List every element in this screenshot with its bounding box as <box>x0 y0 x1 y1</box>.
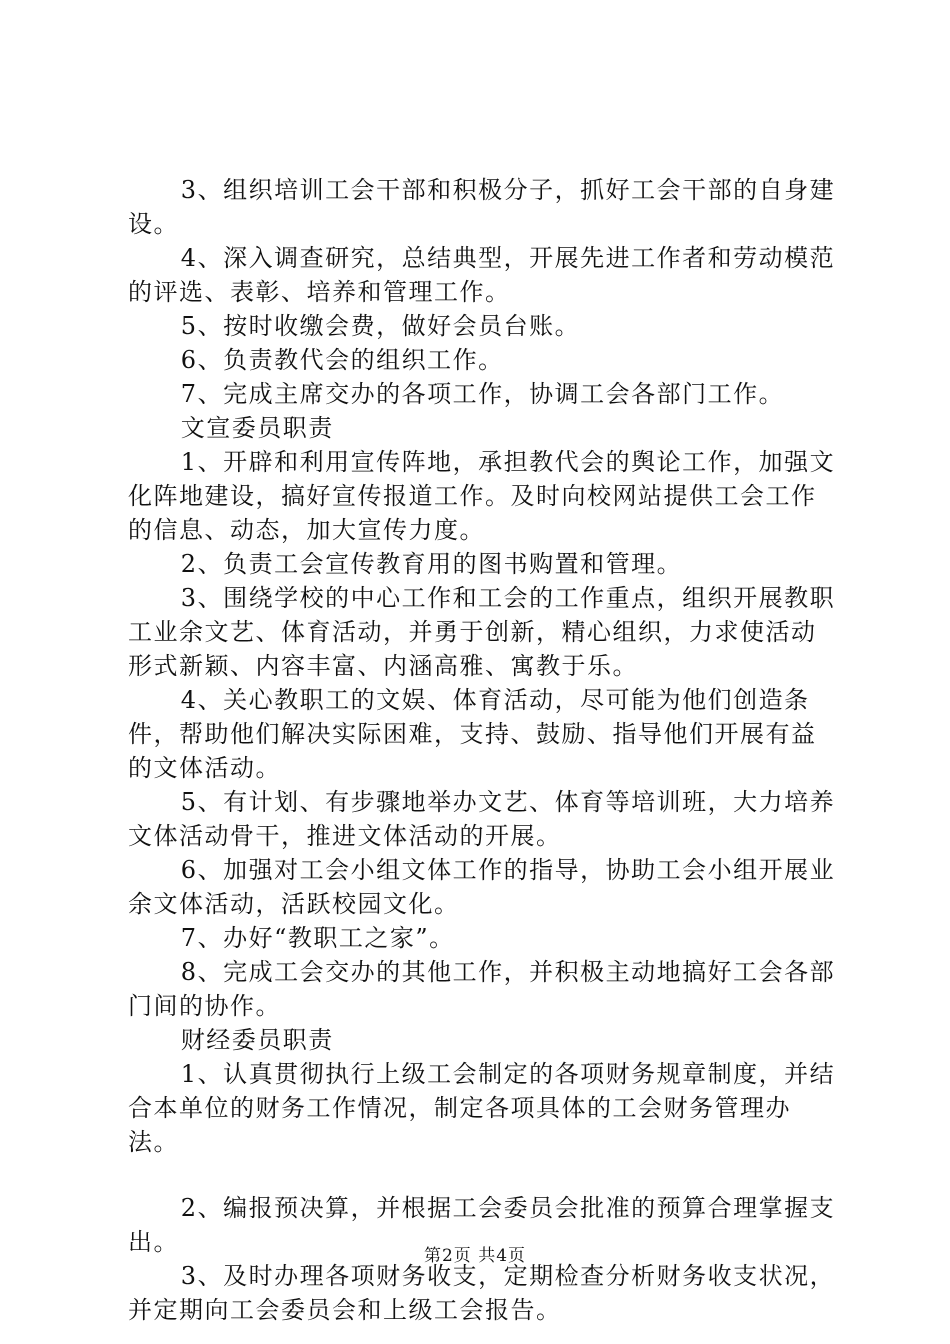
duty-paragraph: 3、组织培训工会干部和积极分子，抓好工会干部的自身建设。 <box>128 176 836 238</box>
duty-paragraph: 4、深入调查研究，总结典型，开展先进工作者和劳动模范的评选、表彰、培养和管理工作。 <box>128 244 836 306</box>
duty-paragraph: 7、完成主席交办的各项工作，协调工会各部门工作。 <box>180 380 785 408</box>
duty-paragraph: 3、及时办理各项财务收支，定期检查分析财务收支状况，并定期向工会委员会和上级工会报告。 <box>128 1262 836 1324</box>
duty-paragraph: 2、编报预决算，并根据工会委员会批准的预算合理掌握支出。 <box>128 1194 836 1256</box>
duty-paragraph: 1、认真贯彻执行上级工会制定的各项财务规章制度，并结合本单位的财务工作情况，制定各项具体的工会财务管理办法。 <box>128 1060 836 1156</box>
duty-paragraph: 4、关心教职工的文娱、体育活动，尽可能为他们创造条件，帮助他们解决实际困难，支持、鼓励、指导他们开展有益的文体活动。 <box>128 686 817 782</box>
duty-paragraph: 5、有计划、有步骤地举办文艺、体育等培训班，大力培养文体活动骨干，推进文体活动的开展。 <box>128 788 836 850</box>
duty-paragraph: 6、负责教代会的组织工作。 <box>180 346 504 374</box>
page-footer: 第2页 共4页 <box>423 1246 527 1266</box>
section-heading-finance: 财经委员职责 <box>180 1026 334 1054</box>
duty-paragraph: 5、按时收缴会费，做好会员台账。 <box>180 312 581 340</box>
duty-paragraph: 3、围绕学校的中心工作和工会的工作重点，组织开展教职工业余文艺、体育活动，并勇于创新，精心组织，力求使活动形式新颖、内容丰富、内涵高雅、寓教于乐。 <box>128 584 836 680</box>
duty-paragraph: 8、完成工会交办的其他工作，并积极主动地搞好工会各部门间的协作。 <box>128 958 836 1020</box>
duty-paragraph: 2、负责工会宣传教育用的图书购置和管理。 <box>180 550 683 578</box>
paragraph-gap <box>128 1159 840 1191</box>
section-heading-propaganda: 文宣委员职责 <box>180 414 334 442</box>
duty-paragraph: 7、办好“教职工之家”。 <box>180 924 455 952</box>
duty-paragraph: 1、开辟和利用宣传阵地，承担教代会的舆论工作，加强文化阵地建设，搞好宣传报道工作。及时向校网站提供工会工作的信息、动态，加大宣传力度。 <box>128 448 836 544</box>
duty-paragraph: 6、加强对工会小组文体工作的指导，协助工会小组开展业余文体活动，活跃校园文化。 <box>128 856 836 918</box>
document-body <box>128 173 840 1327</box>
